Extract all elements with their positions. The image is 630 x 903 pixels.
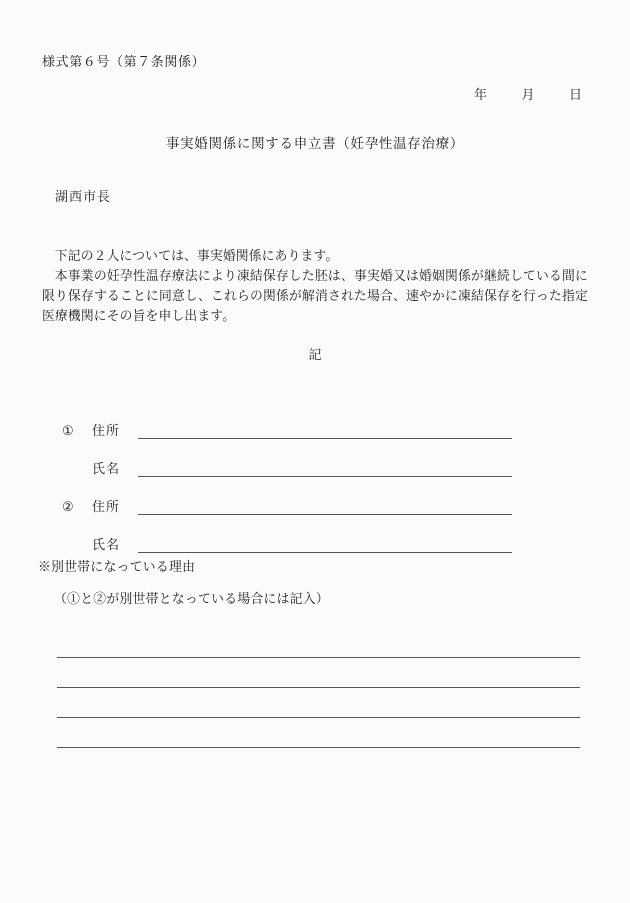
form-number-header: 様式第６号（第７条関係） xyxy=(42,54,206,69)
entry-number: ① xyxy=(62,423,74,438)
address-input-line-1[interactable] xyxy=(138,438,512,439)
note-title: ※別世帯になっている理由 xyxy=(38,560,196,574)
addressee: 湖西市長 xyxy=(55,189,112,204)
free-text-lines xyxy=(57,628,580,748)
entry-label-name: 氏名 xyxy=(92,537,121,552)
free-text-line-3[interactable] xyxy=(57,688,580,718)
date-day-label: 日 xyxy=(568,87,582,102)
name-input-line-2[interactable] xyxy=(138,552,512,553)
name-input-line-1[interactable] xyxy=(138,476,512,477)
entry-fields xyxy=(62,406,562,558)
body-paragraph-2: 本事業の妊孕性温存療法により凍結保存した胚は、事実婚又は婚姻関係が継続している間に限り保存することに同意し、これらの関係が解消された場合、速やかに凍結保存を行った指定医療機関にその旨を申し出ます。 xyxy=(42,269,588,323)
entry-label-address: 住所 xyxy=(92,423,121,438)
entry-label-address: 住所 xyxy=(92,499,121,514)
date-line xyxy=(474,84,582,103)
entry-label-name: 氏名 xyxy=(92,461,121,476)
entry-number xyxy=(62,477,92,482)
free-text-line-4[interactable] xyxy=(57,718,580,748)
free-text-line-1[interactable] xyxy=(57,628,580,658)
document-title: 事実婚関係に関する申立書（妊孕性温存治療） xyxy=(165,136,465,151)
body-paragraph-1: 下記の２人については、事実婚関係にあります。 xyxy=(54,249,339,263)
section-marker: 記 xyxy=(308,347,322,362)
address-input-line-2[interactable] xyxy=(138,514,512,515)
entry-row xyxy=(62,482,562,520)
date-year-label: 年 xyxy=(473,87,487,102)
free-text-line-2[interactable] xyxy=(57,658,580,688)
entry-row xyxy=(62,406,562,444)
note-subtitle: （①と②が別世帯となっている場合には記入） xyxy=(54,592,330,606)
entry-number: ② xyxy=(62,499,74,514)
entry-row xyxy=(62,520,562,558)
body-text xyxy=(42,246,588,326)
entry-row xyxy=(62,444,562,482)
date-month-label: 月 xyxy=(521,87,535,102)
